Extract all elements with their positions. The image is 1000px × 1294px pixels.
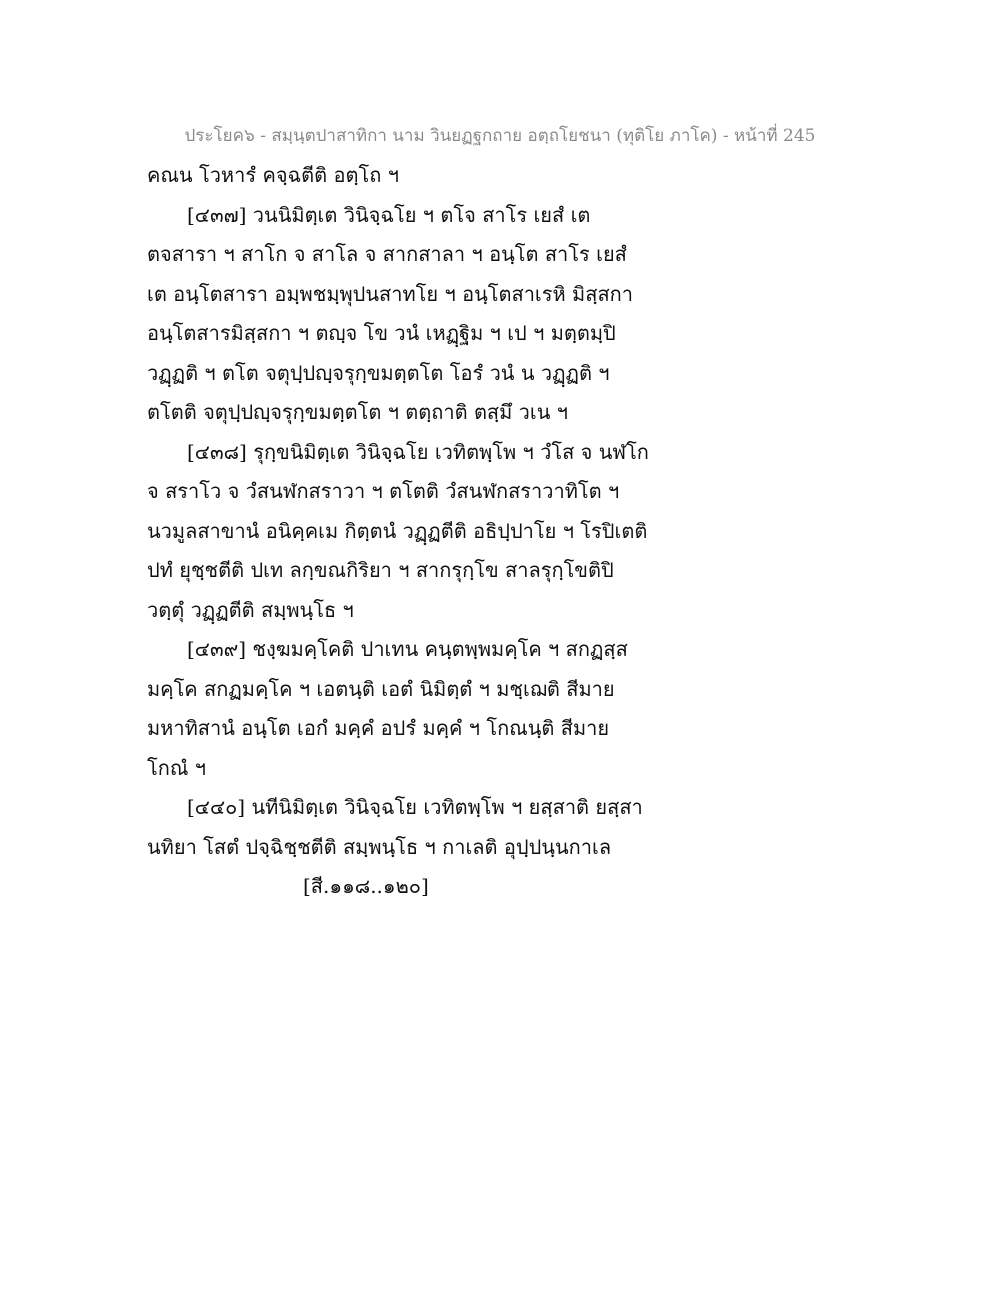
paragraph-start-437: [๔๓๗] วนนิมิตฺเต วินิจฺฉโย ฯ ตโจ สาโร เยสํ เต <box>187 202 591 227</box>
text-line: มหาทิสานํ อนฺโต เอกํ มคฺคํ อปรํ มคฺคํ ฯ โกณนฺติ สีมาย <box>147 716 610 740</box>
paragraph-start-440: [๔๔๐] นทีนิมิตฺเต วินิจฺฉโย เวทิตพฺโพ ฯ ยสฺสาติ ยสฺสา <box>187 795 643 819</box>
text-line: โกณํ ฯ <box>147 755 206 780</box>
text-line: ตจสารา ฯ สาโก จ สาโล จ สากสาลา ฯ อนฺโต สาโร เยสํ <box>147 242 627 266</box>
text-line: ปทํ ยุชฺชตีติ ปเท ลกฺขณกิริยา ฯ สากรุกฺโข สาลรุกฺโขติปิ <box>147 558 614 582</box>
paragraph-start-438: [๔๓๘] รุกฺขนิมิตฺเต วินิจฺฉโย เวทิตพฺโพ ฯ วํโส จ นฬโก <box>187 439 649 464</box>
text-line: นวมูลสาขานํ อนิคฺคเม กิตฺตนํ วฏฺฏตีติ อธิปฺปาโย ฯ โรปิเตติ <box>147 518 648 543</box>
body-text <box>147 156 707 907</box>
running-header: ประโยค๖ - สมฺนฺตปาสาทิกา นาม วินยฏฐกถาย อตฺถโยชนา (ทุติโย ภาโค) - หน้าที่ 245 <box>184 126 816 146</box>
text-line: คณน โวหารํ คจฺฉตีติ อตฺโถ ฯ <box>147 163 399 187</box>
text-line: มคฺโค สกฏมคฺโค ฯ เอตนฺติ เอตํ นิมิตฺตํ ฯ มชฺเฌติ สีมาย <box>147 676 615 701</box>
text-line: นทิยา โสตํ ปจฺฉิชฺชตีติ สมฺพนฺโธ ฯ กาเลติ อุปฺปนฺนกาเล <box>147 834 612 859</box>
text-line: วฏฺฏติ ฯ ตโต จตุปฺปญฺจรุกฺขมตฺตโต โอรํ วนํ น วฏฺฏติ ฯ <box>147 360 610 385</box>
text-line: เต อนฺโตสารา อมฺพชมฺพุปนสาทโย ฯ อนฺโตสาเรหิ มิสฺสกา <box>147 281 633 306</box>
text-line: จ สราโว จ วํสนฬกสราวา ฯ ตโตติ วํสนฬกสราวาทิโต ฯ <box>147 479 620 503</box>
text-line: วตฺตุํ วฏฺฏตีติ สมฺพนฺโธ ฯ <box>147 597 354 622</box>
source-reference: [สี.๑๑๘..๑๒๐] <box>303 874 429 898</box>
text-line: ตโตติ จตุปฺปญฺจรุกฺขมตฺตโต ฯ ตตฺถาติ ตสฺมึ วเน ฯ <box>147 400 569 424</box>
text-line: อนฺโตสารมิสฺสกา ฯ ตญฺจ โข วนํ เหฏฺฐิม ฯ เป ฯ มตฺตมฺปิ <box>147 321 616 345</box>
paragraph-start-439: [๔๓๙] ชงฺฆมคฺโคติ ปาเทน คนฺตพฺพมคฺโค ฯ สกฏสฺส <box>187 637 628 661</box>
